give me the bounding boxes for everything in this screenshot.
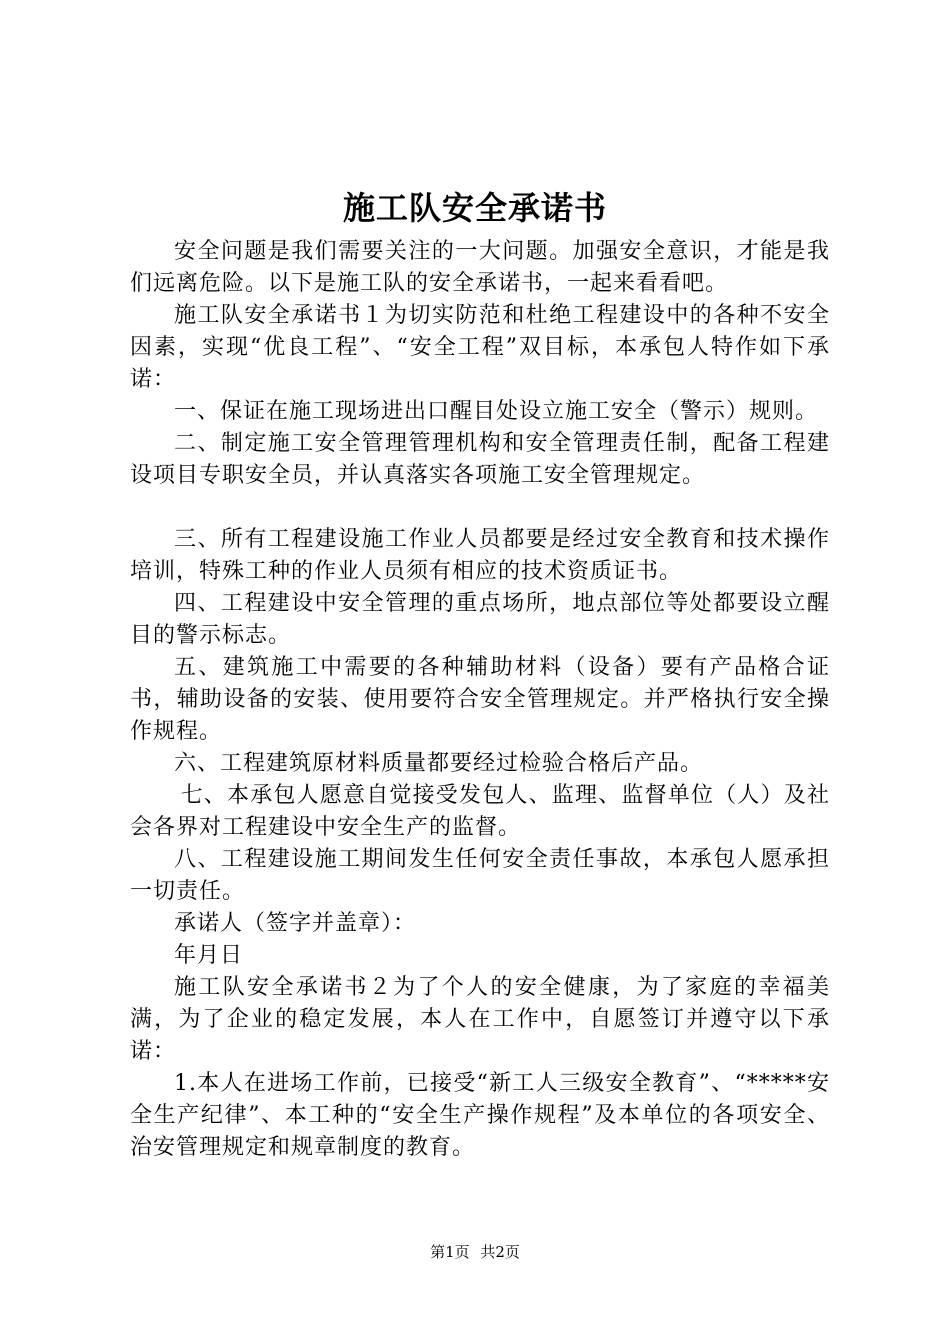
pledge-item-5: 五、建筑施工中需要的各种辅助材料（设备）要有产品格合证书，辅助设备的安装、使用要符合安全管理规定。并严格执行安全操作规程。	[130, 655, 830, 744]
pledge-2-item-1: 1.本人在进场工作前，已接受“新工人三级安全教育”、“*****安全生产纪律”、本工种的“安全生产操作规程”及本单位的各项安全、治安管理规定和规章制度的教育。	[130, 1071, 830, 1160]
pledge-item-3: 三、所有工程建设施工作业人员都要是经过安全教育和技术操作培训，特殊工种的作业人员须有相应的技术资质证书。	[130, 527, 830, 584]
date-line: 年月日	[174, 943, 244, 968]
pledge-2-intro: 施工队安全承诺书２为了个人的安全健康，为了家庭的幸福美满，为了企业的稳定发展，本人在工作中，自愿签订并遵守以下承诺：	[130, 975, 830, 1064]
page-number: 第1页	[430, 1243, 470, 1261]
document-body	[130, 236, 830, 1164]
pledge-item-8: 八、工程建设施工期间发生任何安全责任事故，本承包人愿承担一切责任。	[130, 847, 830, 904]
intro-paragraph: 安全问题是我们需要关注的一大问题。加强安全意识，才能是我们远离危险。以下是施工队的安全承诺书，一起来看看吧。	[130, 239, 830, 296]
pledge-item-2: 二、制定施工安全管理管理机构和安全管理责任制，配备工程建设项目专职安全员，并认真落实各项施工安全管理规定。	[130, 431, 830, 488]
pledge-1-intro: 施工队安全承诺书１为切实防范和杜绝工程建设中的各种不安全因素，实现“优良工程”、“安全工程”双目标，本承包人特作如下承诺：	[130, 303, 830, 392]
signature-line: 承诺人（签字并盖章）：	[174, 911, 417, 936]
pledge-item-7: 七、本承包人愿意自觉接受发包人、监理、监督单位（人）及社会各界对工程建设中安全生产的监督。	[130, 783, 830, 840]
pledge-item-6: 六、工程建筑原材料质量都要经过检验合格后产品。	[174, 751, 704, 776]
pledge-item-4: 四、工程建设中安全管理的重点场所，地点部位等处都要设立醒目的警示标志。	[130, 591, 830, 648]
pledge-item-1: 一、保证在施工现场进出口醒目处设立施工安全（警示）规则。	[174, 399, 819, 424]
page-total: 共2页	[480, 1243, 520, 1261]
page-footer	[0, 1242, 950, 1262]
document-title: 施工队安全承诺书	[342, 189, 607, 227]
